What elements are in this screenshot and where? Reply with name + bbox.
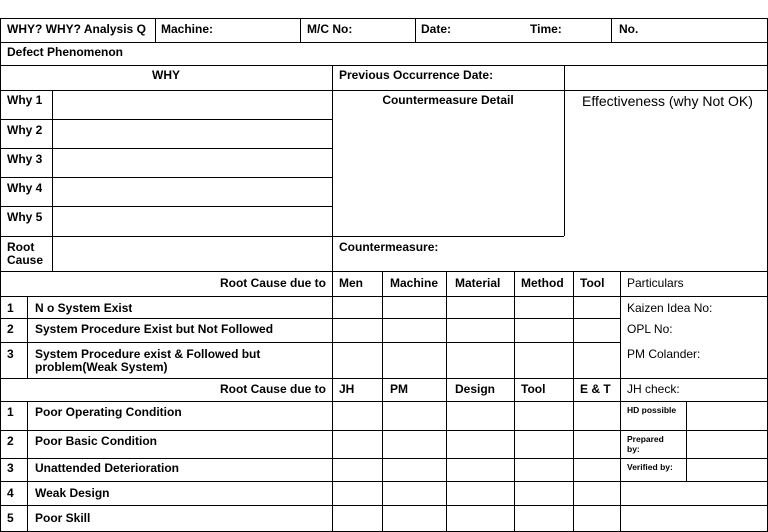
grid-line-horizontal	[0, 318, 620, 319]
grid-line-vertical	[0, 18, 1, 532]
verified-by-label: Verified by:	[627, 462, 673, 472]
s2-row-4-text: Weak Design	[35, 487, 110, 500]
grid-line-vertical	[300, 18, 301, 42]
grid-line-horizontal	[0, 148, 332, 149]
grid-line-vertical	[27, 401, 28, 532]
grid-line-horizontal	[0, 271, 768, 272]
effectiveness-header: Effectiveness (why Not OK)	[582, 93, 753, 109]
prepared-by-label: Prepared by:	[627, 434, 664, 454]
grid-line-vertical	[155, 18, 156, 42]
grid-line-horizontal	[0, 342, 620, 343]
root-cause-due-to-label-2: Root Cause due to	[219, 383, 326, 396]
grid-line-vertical	[564, 65, 565, 236]
jh-check-label: JH check:	[627, 383, 680, 396]
grid-line-horizontal	[0, 18, 768, 19]
col-tool: Tool	[580, 277, 605, 290]
grid-line-horizontal	[0, 430, 768, 431]
grid-line-vertical	[686, 401, 687, 481]
grid-line-horizontal	[0, 206, 332, 207]
grid-line-vertical	[52, 90, 53, 271]
grid-line-vertical	[332, 65, 333, 532]
root-cause-due-to-label-1: Root Cause due to	[219, 277, 326, 290]
grid-line-horizontal	[0, 177, 332, 178]
previous-occurrence-label: Previous Occurrence Date:	[339, 69, 494, 82]
grid-line-horizontal	[0, 481, 768, 482]
number-label: No.	[619, 23, 639, 36]
grid-line-vertical	[446, 271, 447, 532]
s2-row-1-num: 1	[7, 406, 14, 419]
hd-possible-label: HD possible	[627, 405, 677, 415]
s1-row-3-num: 3	[7, 348, 14, 361]
s2-row-3-text: Unattended Deterioration	[35, 462, 180, 475]
grid-line-horizontal	[0, 90, 768, 91]
col-pm: PM	[390, 383, 408, 396]
grid-line-horizontal	[0, 458, 768, 459]
opl-no-label: OPL No:	[627, 323, 673, 336]
kaizen-idea-label: Kaizen Idea No:	[627, 302, 713, 315]
why-header: WHY	[152, 69, 180, 82]
form-title: WHY? WHY? Analysis Q	[7, 23, 146, 36]
grid-line-vertical	[415, 18, 416, 42]
why-4-label: Why 4	[7, 182, 43, 195]
defect-phenomenon-label: Defect Phenomenon	[7, 46, 124, 59]
mc-no-label: M/C No:	[307, 23, 353, 36]
s2-row-5-text: Poor Skill	[35, 512, 91, 525]
why-2-label: Why 2	[7, 124, 43, 137]
date-label: Date:	[421, 23, 452, 36]
s1-row-2-num: 2	[7, 323, 14, 336]
time-label: Time:	[530, 23, 562, 36]
s1-row-1-text: N o System Exist	[35, 302, 133, 315]
countermeasure-label: Countermeasure:	[339, 241, 439, 254]
grid-line-vertical	[514, 271, 515, 532]
grid-line-horizontal	[0, 42, 768, 43]
particulars-label: Particulars	[627, 277, 684, 290]
why-3-label: Why 3	[7, 153, 43, 166]
grid-line-vertical	[620, 271, 621, 532]
machine-label: Machine:	[161, 23, 214, 36]
s2-row-1-text: Poor Operating Condition	[35, 406, 182, 419]
grid-line-vertical	[27, 296, 28, 378]
s1-row-2-text: System Procedure Exist but Not Followed	[35, 323, 274, 336]
col-design: Design	[455, 383, 496, 396]
grid-line-horizontal	[0, 401, 768, 402]
s2-row-4-num: 4	[7, 487, 14, 500]
col-men: Men	[339, 277, 363, 290]
s1-row-1-num: 1	[7, 302, 14, 315]
why-5-label: Why 5	[7, 211, 43, 224]
col-machine: Machine	[390, 277, 439, 290]
pm-colander-label: PM Colander:	[627, 348, 701, 361]
col-jh: JH	[339, 383, 355, 396]
col-method: Method	[521, 277, 564, 290]
grid-line-vertical	[611, 18, 612, 42]
why-1-label: Why 1	[7, 94, 43, 107]
grid-line-vertical	[382, 271, 383, 532]
grid-line-horizontal	[0, 119, 332, 120]
grid-line-horizontal	[0, 65, 768, 66]
col-material: Material	[455, 277, 501, 290]
col-e-and-t: E & T	[580, 383, 611, 396]
s2-row-5-num: 5	[7, 512, 14, 525]
grid-line-vertical	[573, 271, 574, 532]
root-cause-label: Root Cause	[7, 241, 44, 267]
s2-row-2-text: Poor Basic Condition	[35, 435, 158, 448]
grid-line-horizontal	[0, 378, 768, 379]
countermeasure-detail-header: Countermeasure Detail	[382, 94, 514, 107]
grid-line-horizontal	[0, 505, 768, 506]
s2-row-3-num: 3	[7, 462, 14, 475]
col-tool-2: Tool	[521, 383, 546, 396]
s2-row-2-num: 2	[7, 435, 14, 448]
grid-line-horizontal	[0, 236, 564, 237]
grid-line-horizontal	[0, 296, 768, 297]
s1-row-3-text: System Procedure exist & Followed but problem(Weak System)	[35, 348, 261, 374]
